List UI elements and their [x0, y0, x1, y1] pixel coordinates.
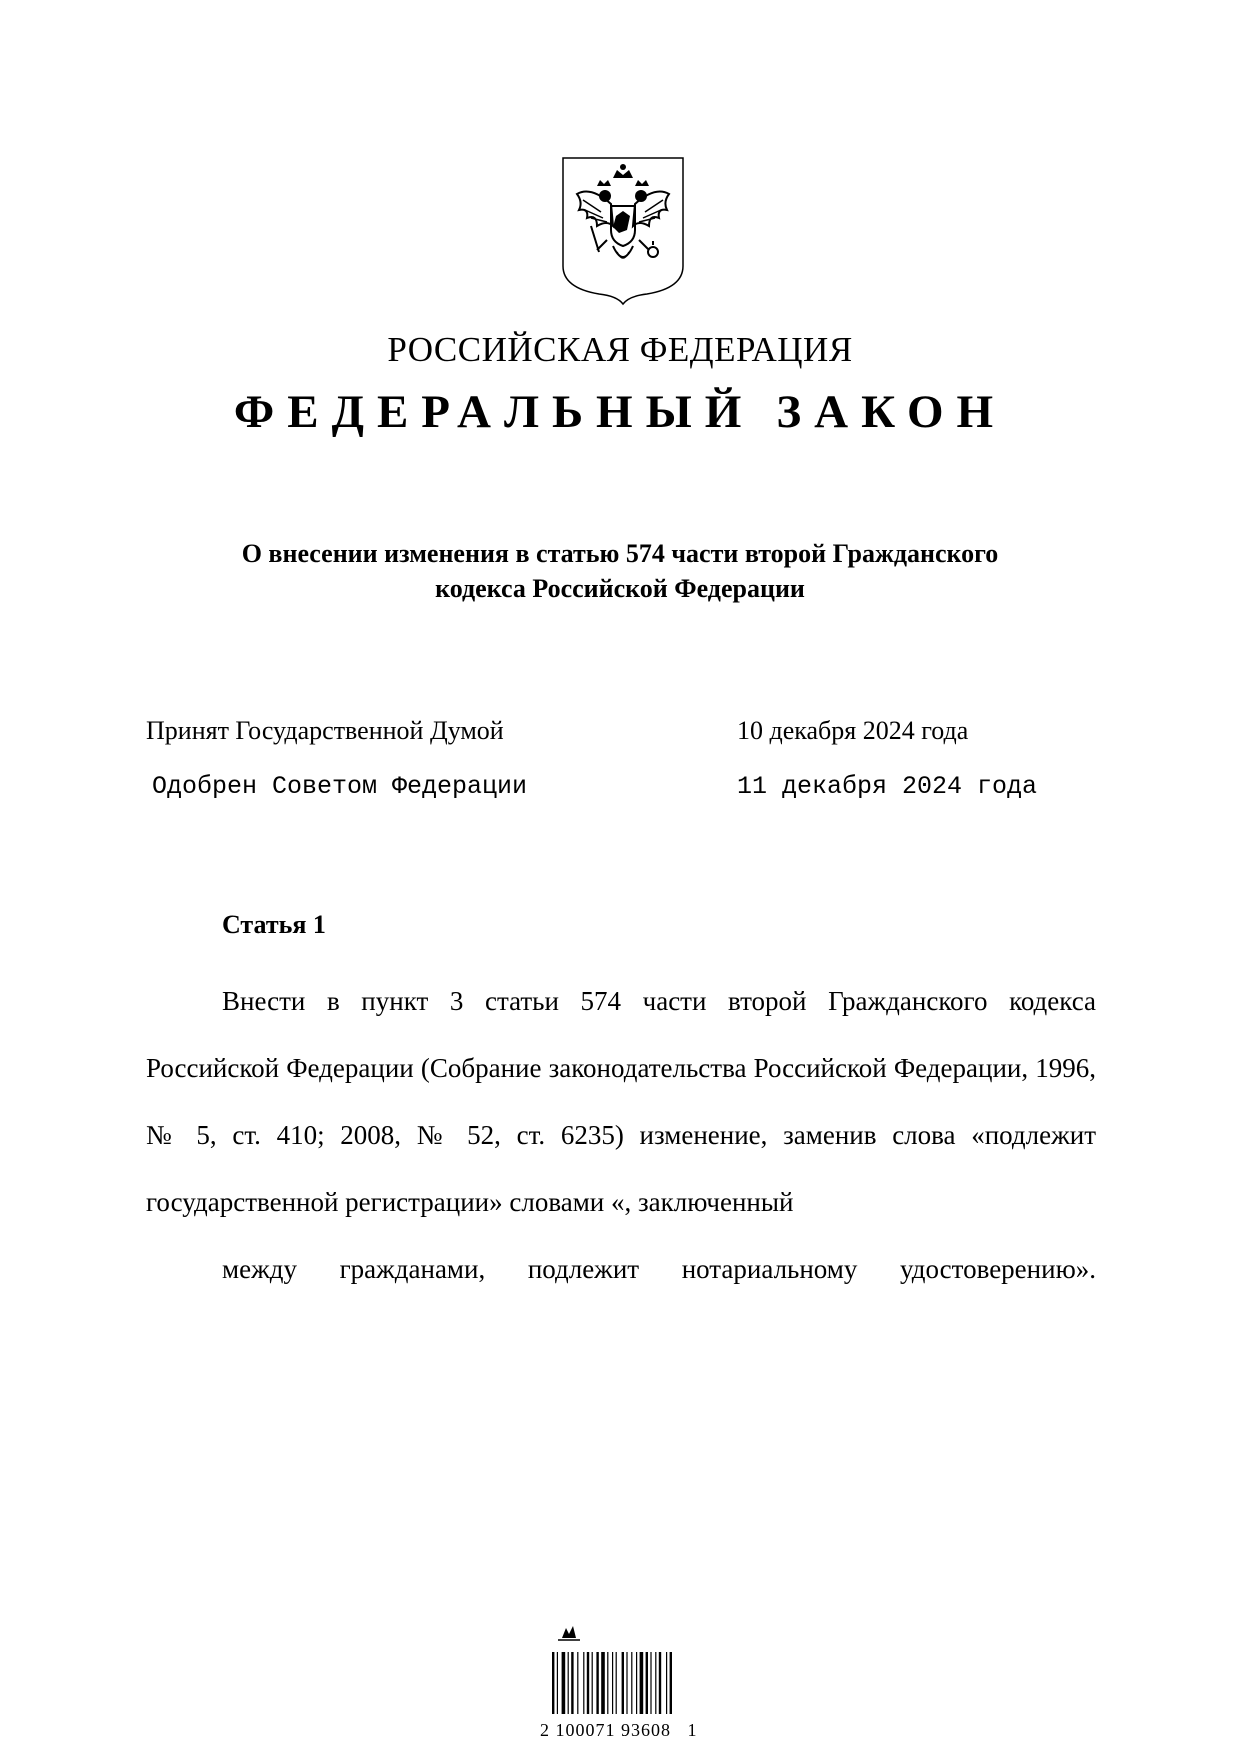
document-type-part2: ЗАКОН — [776, 386, 1007, 438]
law-title-line-1: О внесении изменения в статью 574 части второй Гражданского — [241, 539, 999, 568]
document-type-part1: ФЕДЕРАЛЬНЫЙ — [233, 386, 755, 438]
law-title — [150, 536, 1090, 606]
adopted-by-duma-label: Принят Государственной Думой — [146, 716, 504, 745]
country-name: РОССИЙСКАЯ ФЕДЕРАЦИЯ — [387, 330, 853, 369]
adopted-by-duma-date: 10 декабря 2024 года — [737, 716, 969, 745]
article-body — [146, 968, 1096, 1303]
barcode-icon — [548, 1618, 698, 1718]
article-heading: Статья 1 — [222, 910, 326, 939]
document-type — [0, 385, 1240, 439]
approved-by-council-date: 11 декабря 2024 года — [737, 772, 1038, 801]
article-text-last-line: между гражданами, подлежит нотариальному удостоверению». — [222, 1254, 1096, 1284]
law-title-line-2: кодекса Российской Федерации — [435, 574, 805, 603]
coat-of-arms-icon — [561, 156, 685, 306]
article-text: Внести в пункт 3 статьи 574 части второй Гражданского кодекса Российской Федерации (Собрание законодательства Российской Федерации, 1996, № 5, ст. 410; 2008, № 52, ст. 6235) изменение, заменив слова «подлежит государственной регистрации» словами «, заключенный — [146, 986, 1096, 1217]
barcode-number: 2 100071 93608 1 — [540, 1720, 698, 1740]
approved-by-council-label: Одобрен Советом Федерации — [152, 772, 528, 801]
